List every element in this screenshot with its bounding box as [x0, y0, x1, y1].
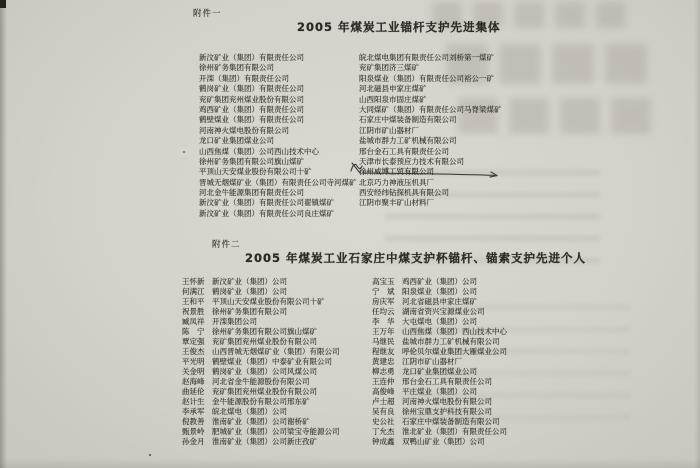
list-item-collective: 河北磁县申家庄煤矿	[359, 84, 427, 94]
handwritten-check-mark	[347, 158, 519, 180]
person-name: 陈 宁	[182, 327, 205, 336]
list-item-collective: 兖矿集团济三煤矿	[359, 63, 419, 73]
person-org: 徐州矿务集团有限公司旗山煤矿	[212, 327, 317, 336]
person-name: 王俊杰	[182, 347, 205, 356]
attachment2-right-column	[372, 277, 507, 447]
person-name: 王万年	[372, 327, 395, 336]
list-item-collective: 大同煤矿（集团）有限责任公司马脊梁煤矿	[359, 104, 502, 114]
list-item-collective: 新汶矿业（集团）有限责任公司	[199, 53, 304, 62]
list-item-person	[372, 387, 507, 397]
list-item-person	[182, 387, 340, 397]
list-item-person	[182, 337, 340, 347]
list-item-person	[372, 407, 507, 417]
person-name: 宁 斌	[372, 287, 395, 296]
person-org: 徐州宝鼎支护科技有限公司	[402, 407, 492, 416]
list-item-person	[372, 327, 507, 337]
list-item-person	[372, 337, 507, 347]
list-item-person	[372, 367, 507, 377]
person-name: 王和平	[182, 297, 205, 306]
list-item-collective: 徐州矿务集团有限公司	[199, 63, 274, 73]
person-name: 高宝玉	[372, 277, 395, 286]
list-item-collective: 鸡西矿业（集团）有限责任公司	[199, 104, 304, 114]
attachment1-right-column	[359, 53, 502, 209]
person-org: 山西晋城无烟煤矿业（集团）有限公司	[212, 347, 340, 356]
person-org: 肥城矿业（集团）公司梁宝寺能源公司	[212, 427, 340, 436]
list-item-person	[182, 297, 340, 307]
person-org: 河南神火煤电股份有限公司	[402, 397, 492, 406]
person-org: 呼伦贝尔煤业集团大雁煤业公司	[402, 347, 507, 356]
person-org: 淮北矿业（集团）有限责任公司	[402, 427, 507, 436]
list-item-person	[372, 317, 507, 327]
person-name: 甄景岭	[182, 427, 205, 436]
list-item-person	[182, 327, 340, 337]
person-name: 赵计生	[182, 397, 205, 406]
person-org: 河北省磁县申家庄煤矿	[402, 297, 477, 306]
list-item-person	[372, 357, 507, 367]
list-item-collective: 新汶矿业（集团）有限责任公司翟镇煤矿	[199, 198, 334, 208]
list-item-collective: 皖北煤电集团有限责任公司刘桥第一煤矿	[359, 53, 494, 62]
list-item-collective: 晋城无烟煤矿业（集团）有限责任公司寺河煤矿	[199, 177, 357, 187]
list-item-collective: 阳泉煤业（集团）有限责任公司裕公一矿	[359, 73, 494, 83]
list-item-person	[372, 397, 507, 407]
person-name: 程继友	[372, 347, 395, 356]
list-item-collective: 盐城市群力工矿机械有限公司	[359, 136, 457, 146]
person-org: 平庄煤业（集团）公司	[402, 387, 477, 396]
list-item-person	[182, 377, 340, 387]
list-item-person	[372, 287, 507, 297]
list-item-collective: 徐州威博工贸有限公司	[359, 167, 434, 177]
person-org: 金牛能源股份有限公司邢东矿	[212, 397, 310, 406]
list-item-person	[182, 427, 340, 437]
list-item-person	[182, 347, 340, 357]
list-item-collective: 邢台金石工具有限责任公司	[359, 146, 449, 156]
person-org: 兖矿集团兖州煤业股份有限公司	[212, 387, 317, 396]
person-org: 新汶矿业（集团）公司	[212, 277, 287, 286]
person-name: 黄建忠	[372, 357, 395, 366]
attachment1-title: 2005 年煤炭工业锚杆支护先进集体	[297, 20, 501, 34]
person-name: 丁允杰	[372, 427, 395, 436]
list-item-person	[182, 367, 340, 377]
person-name: 史公社	[372, 417, 395, 426]
person-name: 赵海峰	[182, 377, 205, 386]
list-item-person	[372, 417, 507, 427]
list-item-person	[182, 417, 340, 427]
list-item-person	[182, 407, 340, 417]
person-org: 阳泉煤业（集团）公司	[402, 287, 477, 296]
person-name: 房庆军	[372, 297, 395, 306]
person-name: 李 华	[372, 317, 395, 326]
list-item-collective: 开滦（集团）有限责任公司	[199, 73, 289, 83]
list-item-collective: 石家庄中煤装备制造有限公司	[359, 115, 457, 125]
list-item-person	[182, 397, 340, 407]
person-org: 鸡西矿业（集团）公司	[402, 277, 477, 286]
attachment2-left-column	[182, 277, 340, 447]
person-name: 曲延伦	[182, 387, 205, 396]
person-org: 河北省金牛能源股份有限公司	[212, 377, 310, 386]
attachment1-left-column	[199, 53, 357, 219]
attachment2-title: 2005 年煤炭工业石家庄中煤支护杯锚杆、锚索支护先进个人	[245, 251, 587, 265]
person-name: 关金明	[182, 367, 205, 376]
person-name: 马继民	[372, 337, 395, 346]
scan-speck	[183, 151, 185, 153]
list-item-collective: 鹤岗矿业（集团）有限责任公司	[199, 84, 304, 94]
list-item-person	[372, 377, 507, 387]
attachment1-label: 附件一	[193, 9, 222, 19]
list-item-person	[182, 307, 340, 317]
list-item-collective: 鹤壁煤业（集团）有限责任公司	[199, 115, 304, 125]
person-org: 湖南省资兴宝源煤业公司	[402, 307, 485, 316]
person-org: 平顶山天安煤业股份有限公司十矿	[212, 297, 325, 306]
person-org: 石家庄中煤装备制造有限公司	[402, 417, 500, 426]
person-org: 龙口矿业集团煤业公司	[402, 367, 477, 376]
list-item-person	[182, 317, 340, 327]
list-item-person	[372, 347, 507, 357]
list-item-collective: 徐州矿务集团有限公司旗山煤矿	[199, 156, 304, 166]
list-item-collective: 北京巧力神液压机具厂	[359, 177, 434, 187]
person-org: 大屯煤电（集团）公司	[402, 317, 477, 326]
person-org: 皖北煤电（集团）公司	[212, 407, 287, 416]
person-org: 徐州矿务集团有限公司	[212, 307, 287, 316]
person-name: 柳志勇	[372, 367, 395, 376]
list-item-collective: 山西焦煤（集团）公司西山技术中心	[199, 146, 319, 156]
person-name: 王连仲	[372, 377, 395, 386]
person-org: 鹤岗矿业（集团）公司风煤公司	[212, 367, 317, 376]
person-name: 卢士超	[372, 397, 395, 406]
list-item-person	[182, 287, 340, 297]
person-name: 祝景胜	[182, 307, 205, 316]
list-item-collective: 新汶矿业（集团）有限责任公司良庄煤矿	[199, 208, 334, 218]
list-item-collective: 天津市长泰预应力技术有限公司	[359, 156, 464, 166]
list-item-collective: 河南神火煤电股份有限公司	[199, 125, 289, 135]
person-name: 覃定强	[182, 337, 205, 346]
scan-speck	[0, 0, 6, 8]
list-item-person	[372, 427, 507, 437]
list-item-person	[372, 307, 507, 317]
scan-speck	[149, 454, 151, 456]
person-org: 江阴市矿山器材厂	[402, 357, 462, 366]
person-name: 何满江	[182, 287, 205, 296]
person-org: 淮南矿业（集团）公司新庄孜矿	[212, 437, 317, 446]
list-item-collective: 河北金牛能源集团有限责任公司	[199, 188, 304, 198]
list-item-person	[372, 277, 507, 287]
person-name: 高俊峰	[372, 387, 395, 396]
person-name: 吴有良	[372, 407, 395, 416]
person-org: 兖矿集团兖州煤业股份有限公司	[212, 337, 317, 346]
person-org: 邢台金石工具有限责任公司	[402, 377, 492, 386]
list-item-collective: 兖矿集团兖州煤业股份有限公司	[199, 94, 304, 104]
person-name: 任均云	[372, 307, 395, 316]
person-name: 王怀新	[182, 277, 205, 286]
list-item-collective: 江阴市聚丰矿山材料厂	[359, 198, 434, 208]
list-item-collective: 山西阳泉市固庄煤矿	[359, 94, 427, 104]
person-org: 双鸭山矿业（集团）公司	[402, 437, 485, 446]
person-name: 倪教善	[182, 417, 205, 426]
list-item-person	[182, 437, 340, 447]
person-org: 盐城市群力工矿机械有限公司	[402, 337, 500, 346]
person-org: 山西焦煤（集团）西山技术中心	[402, 327, 507, 336]
person-name: 孙金月	[182, 437, 205, 446]
list-item-collective: 龙口矿业集团煤业公司	[199, 136, 274, 146]
person-org: 开滦集团公司	[212, 317, 257, 326]
list-item-person	[372, 437, 507, 447]
person-org: 鹤岗矿业（集团）公司	[212, 287, 287, 296]
person-name: 平光明	[182, 357, 205, 366]
list-item-collective: 江阴市矿山器材厂	[359, 125, 419, 135]
attachment2-label: 附件二	[212, 240, 241, 250]
list-item-person	[372, 297, 507, 307]
person-org: 淮南矿业（集团）公司谢桥矿	[212, 417, 310, 426]
list-item-person	[182, 277, 340, 287]
person-name: 钟成鑫	[372, 437, 395, 446]
list-item-collective: 西安经纬钻探机具有限公司	[359, 188, 449, 198]
person-name: 臧凤祥	[182, 317, 205, 326]
person-name: 李承军	[182, 407, 205, 416]
list-item-collective: 平顶山天安煤业股份有限公司十矿	[199, 167, 312, 177]
list-item-person	[182, 357, 340, 367]
person-org: 鹤壁煤业（集团）中泰矿业有限公司	[212, 357, 332, 366]
